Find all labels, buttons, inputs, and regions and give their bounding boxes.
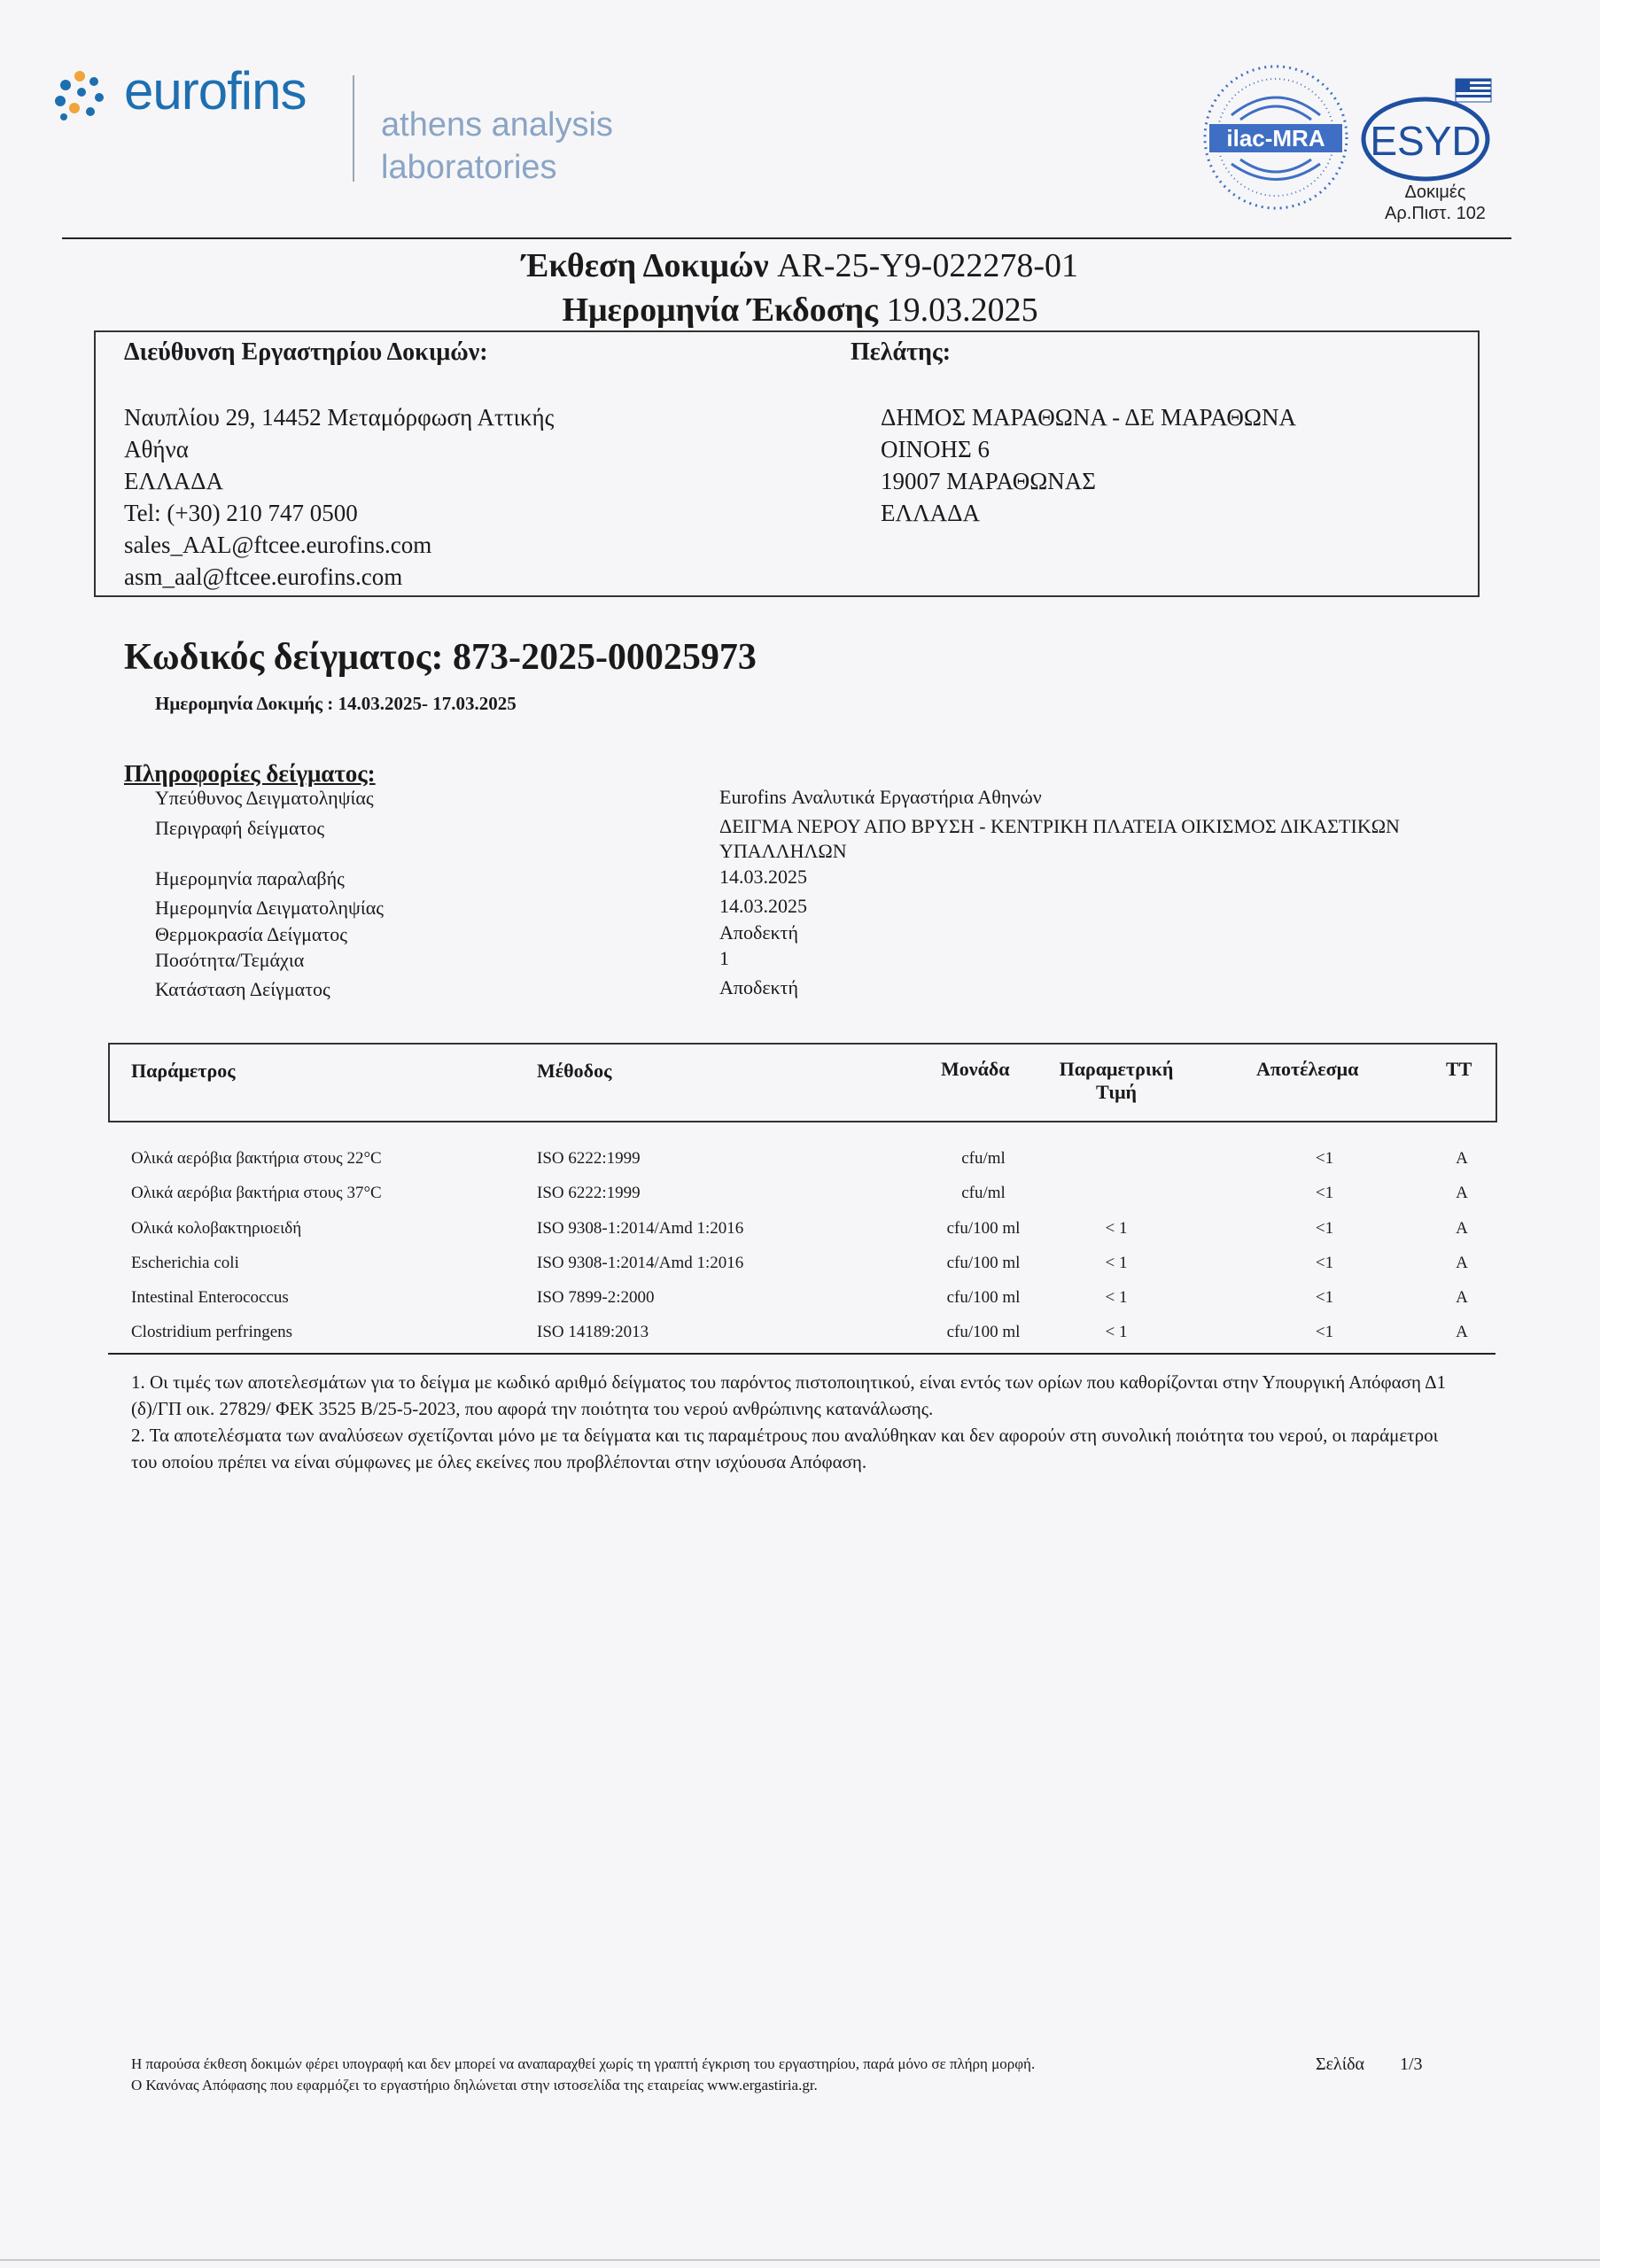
col-unit: Μονάδα [941, 1058, 1010, 1080]
test-date [155, 693, 517, 715]
cell-unit: cfu/100 ml [946, 1288, 1021, 1307]
cell-parameter: Ολικά αερόβια βακτήρια στους 22°C [131, 1149, 382, 1168]
test-date-value: 14.03.2025- 17.03.2025 [338, 693, 517, 714]
client-heading: Πελάτης: [851, 338, 952, 366]
cell-param-value: < 1 [1105, 1219, 1128, 1238]
info-label: Ημερομηνία Δειγματοληψίας [155, 897, 384, 919]
lab-email[interactable]: asm_aal@ftcee.eurofins.com [124, 563, 403, 590]
cell-result: <1 [1315, 1184, 1334, 1202]
client-address-line: ΔΗΜΟΣ ΜΑΡΑΘΩΝΑ - ΔΕ ΜΑΡΑΘΩΝΑ [881, 404, 1296, 431]
info-value: 14.03.2025 [719, 895, 807, 917]
col-param-value-line-2: Τιμή [1095, 1081, 1138, 1103]
logo-divider [353, 75, 354, 182]
footer [131, 2054, 1035, 2096]
client-address-line: ΟΙΝΟΗΣ 6 [881, 436, 990, 462]
lab-address-line: Αθήνα [124, 436, 189, 462]
test-date-label: Ημερομηνία Δοκιμής : [155, 693, 334, 714]
cell-parameter: Ολικά αερόβια βακτήρια στους 37°C [131, 1184, 382, 1202]
info-value: ΔΕΙΓΜΑ ΝΕΡΟΥ ΑΠΟ ΒΡΥΣΗ - ΚΕΝΤΡΙΚΗ ΠΛΑΤΕΙΑ ΟΙΚΙΣΜΟΣ ΔΙΚΑΣΤΙΚΩΝ ΥΠΑΛΛΗΛΩΝ [719, 815, 1400, 862]
brand-name: eurofins [124, 61, 307, 120]
issue-date-value: 19.03.2025 [886, 291, 1038, 329]
cell-tt: A [1456, 1288, 1468, 1307]
cell-result: <1 [1315, 1323, 1334, 1341]
issue-date [0, 291, 1600, 330]
cell-tt: A [1456, 1149, 1468, 1168]
cell-tt: A [1456, 1323, 1468, 1341]
table-bottom-rule [108, 1353, 1496, 1355]
esyd-label: ESYD [1370, 118, 1481, 164]
col-method: Μέθοδος [537, 1060, 612, 1082]
cell-tt: A [1456, 1254, 1468, 1272]
report-title-label: Έκθεση Δοκιμών [522, 247, 769, 284]
notes [131, 1369, 1460, 1475]
info-value: 14.03.2025 [719, 866, 807, 888]
cell-method: ISO 6222:1999 [537, 1184, 641, 1202]
info-label: Περιγραφή δείγματος [155, 817, 325, 839]
report-title-value: AR-25-Y9-022278-01 [777, 247, 1078, 284]
cell-unit: cfu/ml [961, 1184, 1006, 1202]
accreditation-line-1: Δοκιμές [1404, 183, 1466, 202]
brand-sub-1: athens analysis [381, 106, 613, 144]
cell-param-value: < 1 [1105, 1254, 1128, 1272]
col-param-value [1045, 1058, 1187, 1104]
lab-phone: Tel: (+30) 210 747 0500 [124, 500, 358, 526]
info-label: Υπεύθυνος Δειγματοληψίας [155, 787, 374, 809]
brand-sub-2: laboratories [381, 149, 557, 186]
client-address-line: 19007 ΜΑΡΑΘΩΝΑΣ [881, 468, 1096, 494]
info-label: Θερμοκρασία Δείγματος [155, 923, 347, 945]
cell-result: <1 [1315, 1219, 1334, 1238]
cell-parameter: Clostridium perfringens [131, 1323, 293, 1341]
cell-parameter: Escherichia coli [131, 1254, 239, 1272]
cell-tt: A [1456, 1219, 1468, 1238]
client-address-line: ΕΛΛΑΔΑ [881, 500, 981, 526]
cell-param-value: < 1 [1105, 1323, 1128, 1341]
cell-parameter: Ολικά κολοβακτηριοειδή [131, 1219, 302, 1238]
cell-unit: cfu/100 ml [946, 1323, 1021, 1341]
info-value: Αποδεκτή [719, 921, 799, 944]
cell-param-value: < 1 [1105, 1288, 1128, 1307]
col-tt: ΤΤ [1446, 1058, 1472, 1080]
cell-method: ISO 14189:2013 [537, 1323, 649, 1341]
lab-address [124, 401, 554, 593]
info-value: Αποδεκτή [719, 976, 799, 998]
cell-result: <1 [1315, 1254, 1334, 1272]
cell-parameter: Intestinal Enterococcus [131, 1288, 289, 1307]
cell-result: <1 [1315, 1288, 1334, 1307]
sample-code [124, 636, 757, 679]
ilac-label: ilac-MRA [1226, 125, 1325, 151]
sample-info-heading: Πληροφορίες δείγματος: [124, 760, 376, 787]
info-label: Κατάσταση Δείγματος [155, 978, 330, 1000]
cell-tt: A [1456, 1184, 1468, 1202]
esyd-logo-icon [1358, 75, 1500, 190]
client-address [881, 401, 1296, 529]
page-bottom-edge [0, 2259, 1600, 2261]
info-value: Eurofins Αναλυτικά Εργαστήρια Αθηνών [719, 786, 1042, 808]
lab-heading: Διεύθυνση Εργαστηρίου Δοκιμών: [124, 338, 488, 366]
cell-result: <1 [1315, 1149, 1334, 1168]
col-parameter: Παράμετρος [131, 1060, 236, 1082]
col-result: Αποτέλεσμα [1256, 1058, 1359, 1080]
cell-unit: cfu/ml [961, 1149, 1006, 1168]
info-label: Ποσότητα/Τεμάχια [155, 949, 305, 971]
header-rule [62, 237, 1511, 239]
lab-email[interactable]: sales_AAL@ftcee.eurofins.com [124, 532, 432, 558]
note: 1. Οι τιμές των αποτελεσμάτων για το δείγμα με κωδικό αριθμό δείγματος του παρόντος πιστοποιητικού, είναι εντός των ορίων που καθορίζονται στην Υπουργική Απόφαση Δ1 (δ)/ΓΠ οικ. 27829/ ΦΕΚ 3525 Β/25-5-2023, που αφορά την ποιότητα του νερού ανθρώπινης κατανάλωσης. [131, 1371, 1447, 1419]
ilac-mra-seal-icon [1200, 62, 1351, 213]
cell-method: ISO 9308-1:2014/Amd 1:2016 [537, 1254, 744, 1272]
col-param-value-line-1: Παραμετρική [1059, 1058, 1174, 1080]
cell-unit: cfu/100 ml [946, 1254, 1021, 1272]
lab-address-line: Ναυπλίου 29, 14452 Μεταμόρφωση Αττικής [124, 404, 555, 431]
lab-address-line: ΕΛΛΑΔΑ [124, 468, 224, 494]
info-value: 1 [719, 947, 729, 969]
sample-code-value: 873-2025-00025973 [452, 637, 757, 678]
page-edge [1600, 0, 1647, 2268]
note: 2. Τα αποτελέσματα των αναλύσεων σχετίζονται μόνο με τα δείγματα και τις παραμέτρους που αναλύθηκαν και δεν αφορούν στη συνολική ποιότητα του νερού, οι παράμετροι του οποίου πρέπει να είναι σύμφωνες με όλες εκείνες που προβλέπονται στην ισχύουσα Απόφαση. [131, 1425, 1439, 1472]
footer-line-1: Η παρούσα έκθεση δοκιμών φέρει υπογραφή και δεν μπορεί να αναπαραχθεί χωρίς τη γραπτή έγκριση του εργαστηρίου, παρά μόνο σε πλήρη μορφή. [131, 2055, 1036, 2072]
footer-line-2: Ο Κανόνας Απόφασης που εφαρμόζει το εργαστήριο δηλώνεται στην ιστοσελίδα της εταιρείας www.ergastiria.gr. [131, 2077, 818, 2093]
results-table-header [108, 1043, 1497, 1122]
page-label: Σελίδα [1316, 2054, 1365, 2074]
issue-date-label: Ημερομηνία Έκδοσης [562, 291, 879, 329]
cell-method: ISO 7899-2:2000 [537, 1288, 655, 1307]
report-title [0, 246, 1600, 285]
eurofins-logo-icon [53, 69, 110, 124]
sample-code-label: Κωδικός δείγματος: [124, 637, 444, 678]
cell-unit: cfu/100 ml [946, 1219, 1021, 1238]
cell-method: ISO 6222:1999 [537, 1149, 641, 1168]
cell-method: ISO 9308-1:2014/Amd 1:2016 [537, 1219, 744, 1238]
info-label: Ημερομηνία παραλαβής [155, 867, 345, 889]
page-number: 1/3 [1400, 2054, 1423, 2074]
accreditation-line-2: Αρ.Πιστ. 102 [1385, 204, 1486, 223]
